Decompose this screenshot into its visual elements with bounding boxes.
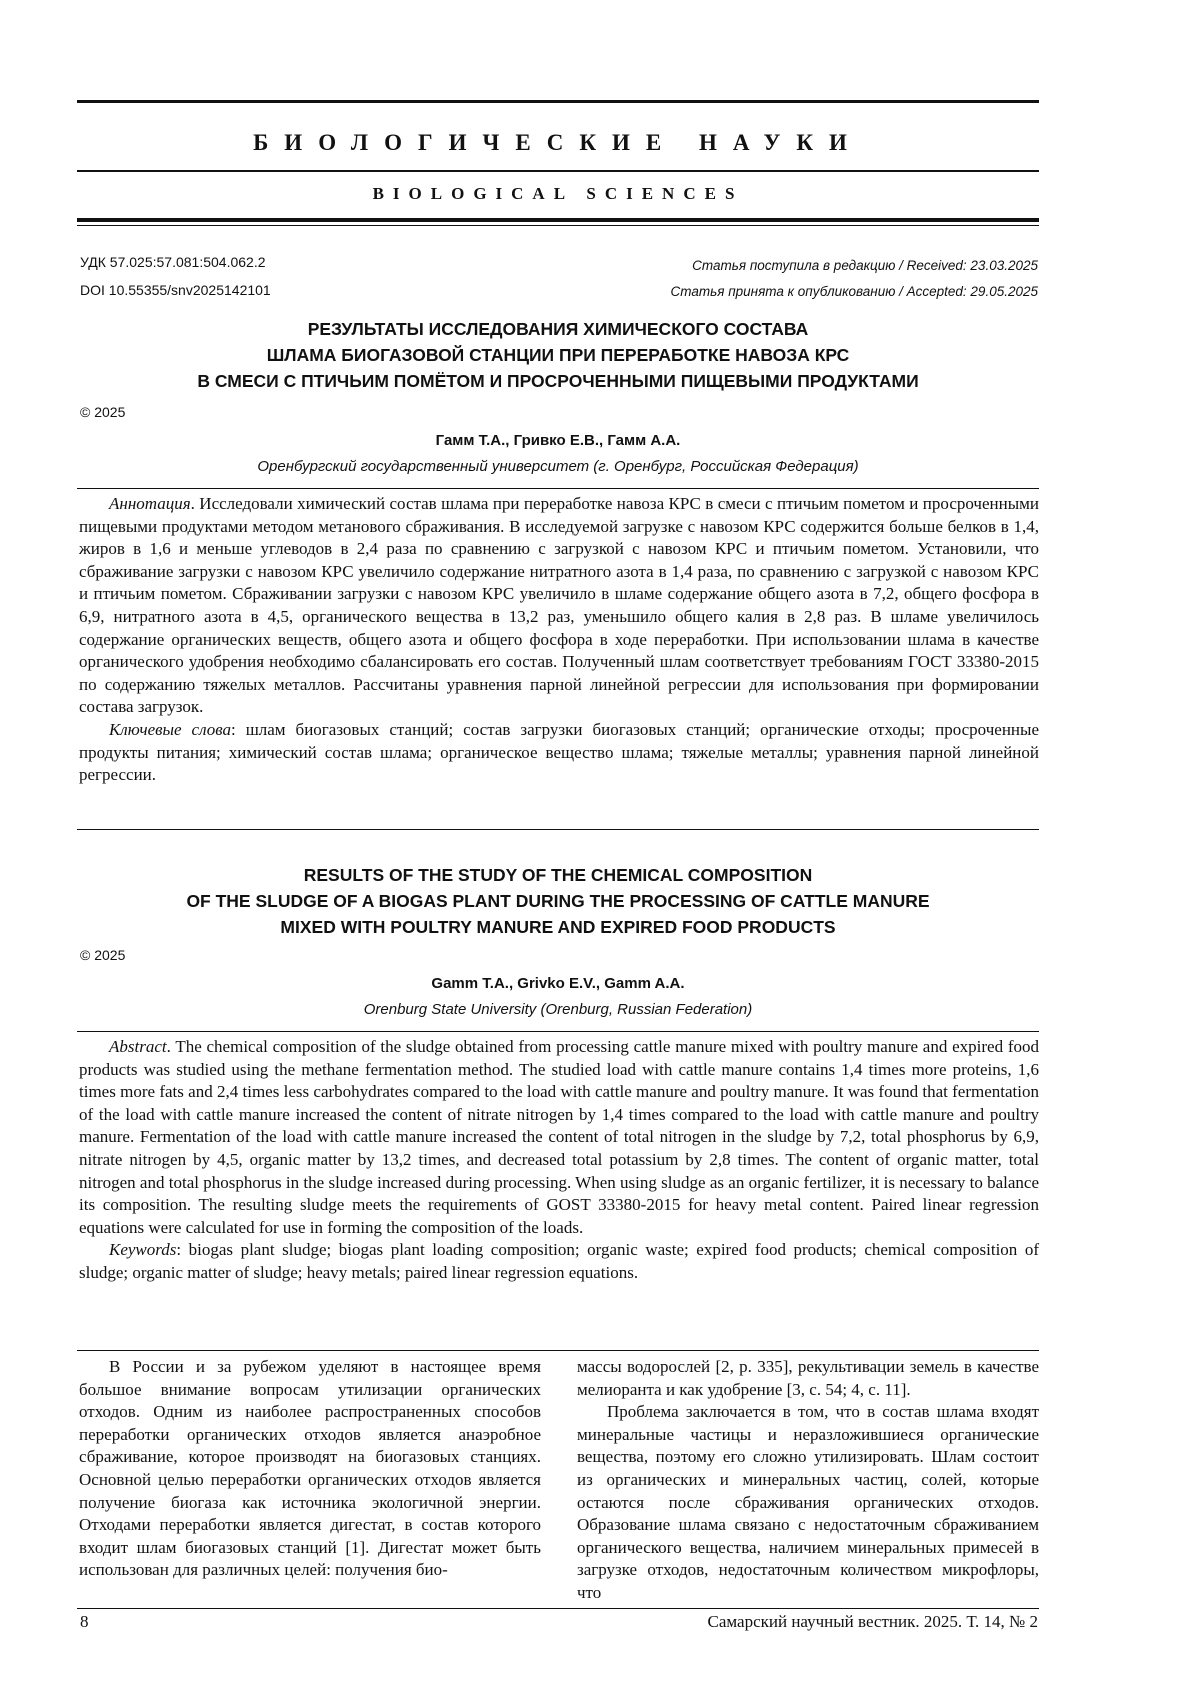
header-top-rule xyxy=(77,100,1039,103)
journal-reference: Самарский научный вестник. 2025. Т. 14, № 2 xyxy=(708,1612,1039,1632)
body-paragraph: Проблема заключается в том, что в состав шлама входят минеральные частицы и неразложившиеся органические вещества, поэтому его сложно утилизировать. Шлам состоит из органических и минеральных частиц, солей, которые остаются после сбраживания органических отходов. Образование шлама связано с недостаточным сбраживанием органического вещества, наличием минеральных примесей в загрузке отходов, недостаточным количеством микрофлоры, что xyxy=(577,1401,1039,1604)
copyright-ru: © 2025 xyxy=(80,404,125,420)
affiliation-en: Orenburg State University (Orenburg, Russian Federation) xyxy=(77,1001,1039,1018)
abstract-ru-bottom-rule xyxy=(77,829,1039,830)
title-line: В СМЕСИ С ПТИЧЬИМ ПОМЁТОМ И ПРОСРОЧЕННЫМИ ПИЩЕВЫМИ ПРОДУКТАМИ xyxy=(77,368,1039,394)
abstract-en-bottom-rule xyxy=(77,1350,1039,1351)
header-bottom-rule-thin xyxy=(77,225,1039,226)
header-middle-rule xyxy=(77,170,1039,172)
abstract-ru-text: . Исследовали химический состав шлама при переработке навоза КРС в смеси с птичьим пометом и просроченными пищевыми продуктами методом метанового сбраживания. В исследуемой загрузке с навозом КРС содержится больше белков в 1,4, жиров в 1,6 и меньше углеводов в 2,4 раза по сравнению с загрузкой с навозом КРС и птичьим пометом. Установили, что сбраживание загрузки с навозом КРС увеличило содержание нитратного азота в 1,4 раза, по сравнению с загрузкой с навозом КРС и птичьим пометом. Сбраживании загрузки с навозом КРС увеличило в шламе содержание общего азота в 7,2, общего фосфора в 6,9, нитратного азота в 4,5, органического вещества в 13,2 раз, уменьшило общего калия в 2,8 раз. В шламе увеличилось содержание органических веществ, общего азота и общего фосфора в ходе переработки. При использовании шлама в качестве органического удобрения необходимо сбалансировать его состав. Полученный шлам соответствует требованиям ГОСТ 33380-2015 по содержанию тяжелых металлов. Рассчитаны уравнения парной линейной регрессии для использования при формировании состава загрузок. xyxy=(79,494,1039,716)
keywords-ru-label: Ключевые слова xyxy=(109,720,231,739)
title-line: OF THE SLUDGE OF A BIOGAS PLANT DURING THE PROCESSING OF CATTLE MANURE xyxy=(77,888,1039,914)
abstract-en-paragraph xyxy=(79,1036,1039,1239)
body-paragraph: В России и за рубежом уделяют в настоящее время большое внимание вопросам утилизации органических отходов. Одним из наиболее распространенных способов переработки органических отходов является анаэробное сбраживание, которое производят на биогазовых станциях. Основной целью переработки органических отходов является получение биогаза как источника экологичной энергии. Отходами переработки является дигестат, в состав которого входит шлам биогазовых станций [1]. Дигестат может быть использован для различных целей: получения био- xyxy=(79,1356,541,1582)
doi: DOI 10.55355/snv2025142101 xyxy=(80,282,271,298)
abstract-en-text: . The chemical composition of the sludge obtained from processing cattle manure mixed with poultry manure and expired food products was studied using the methane fermentation method. The studied load with cattle manure contains 1,4 times more proteins, 1,6 times more fats and 2,4 times less carbohydrates compared to the load with cattle manure and poultry manure. It was found that fermentation of the load with cattle manure increased the content of nitrate nitrogen by 1,4 times compared to the load with cattle manure and poultry manure. Fermentation of the load with cattle manure increased the content of total nitrogen in the sludge by 7,2, total phosphorus by 6,9, nitrate nitrogen by 4,5, organic matter by 13,2 times, and decreased total potassium by 2,8 times. The content of organic matter, total nitrogen and total phosphorus in the sludge increased during processing. When using sludge as an organic fertilizer, it is necessary to balance its composition. The resulting sludge meets the requirements of GOST 33380-2015 for heavy metal content. Paired linear regression equations were calculated for use in forming the composition of the loads. xyxy=(79,1037,1039,1237)
keywords-en-label: Keywords xyxy=(109,1240,176,1259)
body-paragraph: массы водорослей [2, р. 335], рекультивации земель в качестве мелиоранта и как удобрение [3, с. 54; 4, с. 11]. xyxy=(577,1356,1039,1401)
abstract-en-top-rule xyxy=(77,1031,1039,1032)
authors-ru: Гамм Т.А., Гривко Е.В., Гамм А.А. xyxy=(77,432,1039,449)
header-bottom-rule-thick xyxy=(77,218,1039,222)
article-title-ru xyxy=(77,316,1039,394)
abstract-ru-label: Аннотация xyxy=(109,494,191,513)
abstract-ru xyxy=(79,493,1039,787)
authors-en: Gamm T.A., Grivko E.V., Gamm A.A. xyxy=(77,975,1039,992)
keywords-en-paragraph xyxy=(79,1239,1039,1284)
title-line: ШЛАМА БИОГАЗОВОЙ СТАНЦИИ ПРИ ПЕРЕРАБОТКЕ НАВОЗА КРС xyxy=(77,342,1039,368)
abstract-ru-paragraph xyxy=(79,493,1039,719)
keywords-ru-paragraph xyxy=(79,719,1039,787)
copyright-en: © 2025 xyxy=(80,947,125,963)
title-line: RESULTS OF THE STUDY OF THE CHEMICAL COMPOSITION xyxy=(77,862,1039,888)
affiliation-ru: Оренбургский государственный университет (г. Оренбург, Российская Федерация) xyxy=(77,458,1039,475)
footer-rule xyxy=(77,1608,1039,1609)
page-number: 8 xyxy=(80,1612,89,1632)
keywords-en-text: : biogas plant sludge; biogas plant loading composition; organic waste; expired food products; chemical composition of sludge; organic matter of sludge; heavy metals; paired linear regression equations. xyxy=(79,1240,1039,1282)
body-left-column xyxy=(79,1356,541,1582)
article-title-en xyxy=(77,862,1039,940)
abstract-en xyxy=(79,1036,1039,1285)
accepted-date: Статья принята к опубликованию / Accepted: 29.05.2025 xyxy=(671,284,1038,299)
abstract-ru-top-rule xyxy=(77,488,1039,489)
title-line: MIXED WITH POULTRY MANURE AND EXPIRED FOOD PRODUCTS xyxy=(77,914,1039,940)
title-line: РЕЗУЛЬТАТЫ ИССЛЕДОВАНИЯ ХИМИЧЕСКОГО СОСТАВА xyxy=(77,316,1039,342)
section-title-ru: БИОЛОГИЧЕСКИЕ НАУКИ xyxy=(77,130,1039,156)
body-right-column xyxy=(577,1356,1039,1605)
abstract-en-label: Abstract xyxy=(109,1037,167,1056)
received-date: Статья поступила в редакцию / Received: 23.03.2025 xyxy=(692,258,1038,273)
udc-code: УДК 57.025:57.081:504.062.2 xyxy=(80,254,266,270)
keywords-ru-text: : шлам биогазовых станций; состав загрузки биогазовых станций; органические отходы; просроченные продукты питания; химический состав шлама; органическое вещество шлама; тяжелые металлы; уравнения парной линейной регрессии. xyxy=(79,720,1039,784)
section-title-en: BIOLOGICAL SCIENCES xyxy=(77,184,1039,204)
